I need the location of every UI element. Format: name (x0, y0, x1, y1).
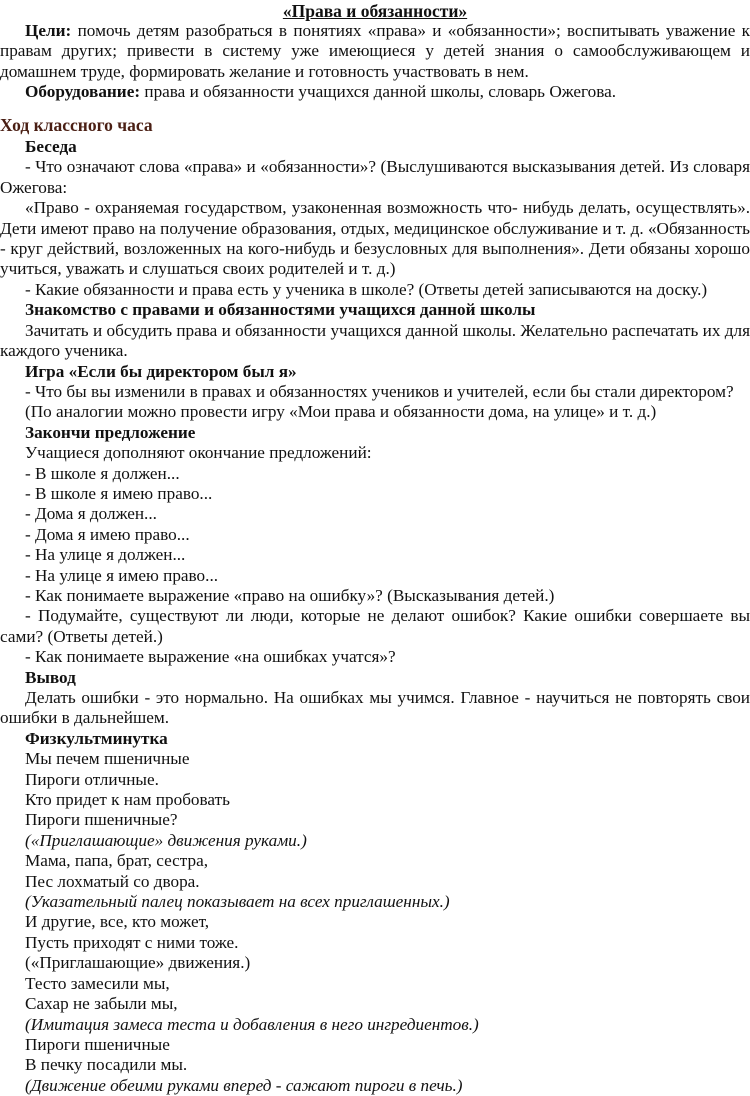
exercise-poem (0, 749, 750, 1096)
goals-label: Цели: (25, 21, 72, 40)
acquaintance-heading: Знакомство с правами и обязанностями учащихся данной школы (25, 300, 536, 320)
poem-line: Сахар не забыли мы, (25, 994, 178, 1014)
poem-line: Пироги пшеничные (25, 1034, 170, 1054)
poem-line: В печку посадили мы. (25, 1055, 188, 1075)
game-heading: Игра «Если бы директором был я» (25, 361, 297, 381)
finish-sentence-item: - На улице я должен... (25, 545, 186, 565)
finish-sentence-item: - Дома я должен... (25, 504, 157, 524)
conversation-paragraph: - Какие обязанности и права есть у ученика в школе? (Ответы детей записываются на доску.) (25, 279, 708, 299)
equipment-paragraph (0, 82, 750, 102)
acquaintance-paragraph: Зачитать и обсудить права и обязанности учащихся данной школы. Желательно распечатать их для каждого ученика. (0, 320, 750, 361)
equipment-text: права и обязанности учащихся данной школы, словарь Ожегова. (140, 82, 617, 102)
goals-text: помочь детям разобраться в понятиях «права» и «обязанности»; воспитывать уважение к правам других; привести в систему уже имеющиеся у детей знания о самообслуживающем и домашнем труде, формировать желание и готовность участвовать в нем. (0, 21, 750, 81)
section-heading-lesson-flow: Ход классного часа (0, 114, 153, 135)
conversation-paragraph: - Что означают слова «права» и «обязанности»? (Выслушиваются высказывания детей. Из словаря Ожегова: (0, 157, 750, 197)
poem-line: И другие, все, кто может, (25, 912, 210, 932)
poem-stage-direction: (Указательный палец показывает на всех приглашенных.) (25, 892, 450, 912)
finish-sentence-question: - Как понимаете выражение «право на ошибку»? (Высказывания детей.) (25, 585, 555, 605)
poem-line: Кто придет к нам пробовать (25, 790, 230, 810)
poem-line: Мы печем пшеничные (25, 749, 190, 769)
finish-sentence-intro: Учащиеся дополняют окончание предложений: (25, 443, 372, 463)
poem-line: Мама, папа, брат, сестра, (25, 851, 209, 871)
finish-sentence-question: - Как понимаете выражение «на ошибках учатся»? (25, 647, 396, 667)
exercise-heading: Физкультминутка (25, 728, 168, 748)
conversation-heading: Беседа (25, 137, 77, 157)
poem-line: Пусть приходят с ними тоже. (25, 932, 239, 952)
finish-sentence-heading: Закончи предложение (25, 422, 196, 442)
poem-line: Пироги пшеничные? (25, 810, 178, 830)
finish-sentence-item: - В школе я должен... (25, 463, 180, 483)
poem-stage-direction: (Имитация замеса теста и добавления в него ингредиентов.) (25, 1014, 479, 1034)
poem-stage-direction: (Движение обеими руками вперед - сажают пироги в печь.) (25, 1075, 463, 1095)
conclusion-paragraph: Делать ошибки - это нормально. На ошибках мы учимся. Главное - научиться не повторять свои ошибки в дальнейшем. (0, 688, 750, 728)
poem-line: Тесто замесили мы, (25, 973, 170, 993)
goals-paragraph (0, 21, 750, 82)
document-title: «Права и обязанности» (282, 1, 468, 21)
finish-sentence-question: - Подумайте, существуют ли люди, которые не делают ошибок? Какие ошибки совершаете вы сами? (Ответы детей.) (0, 606, 750, 646)
game-paragraph: - Что бы вы изменили в правах и обязанностях учеников и учителей, если бы стали директором? (25, 381, 734, 401)
poem-line: Пес лохматый со двора. (25, 871, 200, 891)
poem-stage-direction: («Приглашающие» движения руками.) (25, 830, 307, 850)
finish-sentence-item: - В школе я имею право... (25, 483, 213, 503)
conclusion-heading: Вывод (25, 667, 76, 687)
finish-sentence-item: - Дома я имею право... (25, 524, 190, 544)
game-paragraph: (По аналогии можно провести игру «Мои права и обязанности дома, на улице» и т. д.) (25, 402, 657, 422)
poem-line: Пироги отличные. (25, 769, 159, 789)
finish-sentence-item: - На улице я имею право... (25, 565, 219, 585)
equipment-label: Оборудование: (25, 82, 141, 102)
conversation-paragraph: «Право - охраняемая государством, узаконенная возможность что- нибудь делать, осуществлять». Дети имеют право на получение образования, отдых, медицинское обслуживание и т. д. «Обязанность - круг действий, возложенных на кого-нибудь и безусловных для выполнения». Дети обязаны хорошо учиться, уважать и слушаться своих родителей и т. д.) (0, 198, 750, 279)
poem-stage-direction: («Приглашающие» движения.) (25, 953, 251, 973)
